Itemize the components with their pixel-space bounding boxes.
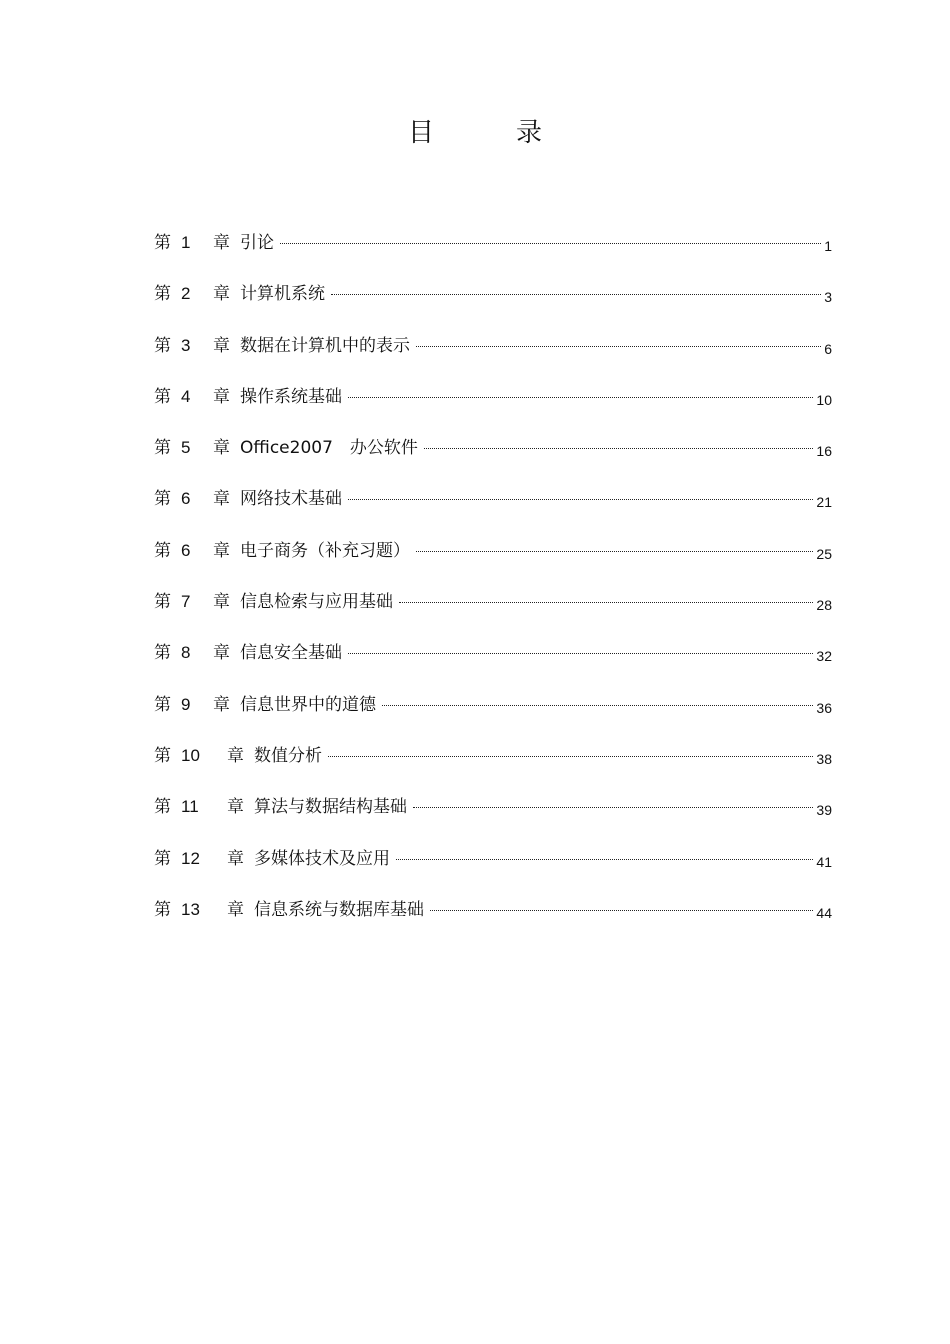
- chapter-suffix: 章: [213, 489, 230, 510]
- chapter-title: 信息检索与应用基础: [240, 592, 393, 613]
- chapter-suffix: 章: [227, 848, 244, 869]
- toc-entry[interactable]: [154, 844, 832, 895]
- dot-leader: [416, 551, 813, 552]
- chapter-number: 9: [181, 694, 191, 714]
- chapter-prefix: 第: [154, 489, 171, 510]
- chapter-number: 11: [181, 797, 199, 817]
- dot-leader: [280, 243, 821, 244]
- chapter-suffix: 章: [227, 797, 244, 818]
- toc-entry[interactable]: [154, 587, 832, 638]
- chapter-prefix: 第: [154, 386, 171, 407]
- chapter-title: 操作系统基础: [240, 386, 342, 407]
- page-number: 39: [816, 802, 832, 819]
- chapter-title: 算法与数据结构基础: [254, 797, 407, 818]
- chapter-suffix: 章: [213, 335, 230, 356]
- chapter-prefix: 第: [154, 848, 171, 869]
- chapter-prefix: 第: [154, 335, 171, 356]
- page-number: 44: [816, 904, 832, 921]
- chapter-title: 引论: [240, 233, 274, 253]
- chapter-title: 信息安全基础: [240, 643, 342, 664]
- page-number: 41: [816, 853, 832, 870]
- toc-entry[interactable]: [154, 690, 832, 741]
- chapter-number: 7: [181, 592, 191, 612]
- dot-leader: [430, 910, 813, 911]
- chapter-prefix: 第: [154, 899, 171, 920]
- chapter-number: 6: [181, 540, 191, 560]
- toc-entry[interactable]: [154, 792, 832, 843]
- toc-entry[interactable]: [154, 536, 832, 587]
- chapter-title: 信息世界中的道德: [240, 694, 376, 715]
- dot-leader: [382, 705, 813, 706]
- toc-entry[interactable]: [154, 228, 832, 279]
- toc-entry[interactable]: [154, 382, 832, 433]
- chapter-suffix: 章: [213, 284, 230, 305]
- chapter-suffix: 章: [213, 386, 230, 407]
- chapter-number: 8: [181, 643, 191, 663]
- page-number: 1: [824, 238, 832, 254]
- dot-leader: [413, 807, 813, 808]
- dot-leader: [416, 346, 821, 347]
- toc-entry[interactable]: [154, 279, 832, 330]
- page-number: 21: [816, 494, 832, 511]
- chapter-prefix: 第: [154, 438, 171, 459]
- chapter-number: 3: [181, 335, 191, 355]
- page-number: 25: [816, 545, 832, 562]
- chapter-title: 数值分析: [254, 745, 322, 766]
- page-number: 32: [816, 648, 832, 665]
- dot-leader: [396, 859, 813, 860]
- chapter-prefix: 第: [154, 694, 171, 715]
- chapter-title: 数据在计算机中的表示: [240, 335, 410, 356]
- page-number: 36: [816, 699, 832, 716]
- chapter-suffix: 章: [213, 540, 230, 561]
- chapter-title: Office2007 办公软件: [240, 438, 418, 459]
- chapter-prefix: 第: [154, 643, 171, 664]
- toc-entry[interactable]: [154, 484, 832, 535]
- dot-leader: [424, 448, 814, 449]
- chapter-prefix: 第: [154, 233, 171, 253]
- chapter-number: 10: [181, 745, 200, 765]
- page-number: 28: [816, 597, 832, 614]
- chapter-number: 1: [181, 233, 191, 252]
- chapter-suffix: 章: [213, 233, 230, 253]
- chapter-suffix: 章: [227, 745, 244, 766]
- chapter-prefix: 第: [154, 592, 171, 613]
- page-number: 16: [816, 443, 832, 460]
- chapter-suffix: 章: [213, 592, 230, 613]
- toc-entry[interactable]: [154, 741, 832, 792]
- toc-entry[interactable]: [154, 895, 832, 946]
- chapter-prefix: 第: [154, 745, 171, 766]
- chapter-prefix: 第: [154, 797, 171, 818]
- chapter-number: 13: [181, 899, 200, 919]
- dot-leader: [348, 397, 813, 398]
- chapter-prefix: 第: [154, 284, 171, 305]
- chapter-suffix: 章: [213, 438, 230, 459]
- chapter-title: 计算机系统: [240, 284, 325, 305]
- chapter-suffix: 章: [213, 643, 230, 664]
- chapter-suffix: 章: [227, 899, 244, 920]
- chapter-title: 电子商务（补充习题）: [240, 540, 410, 561]
- page-number: 38: [816, 750, 832, 767]
- chapter-title: 多媒体技术及应用: [254, 848, 390, 869]
- toc-entry[interactable]: [154, 433, 832, 484]
- toc-entry[interactable]: [154, 331, 832, 382]
- chapter-number: 4: [181, 386, 191, 406]
- toc-title: 目 录: [407, 118, 570, 148]
- chapter-number: 12: [181, 848, 200, 868]
- chapter-number: 2: [181, 284, 191, 304]
- dot-leader: [399, 602, 813, 603]
- dot-leader: [331, 294, 821, 295]
- chapter-title: 信息系统与数据库基础: [254, 899, 424, 920]
- chapter-suffix: 章: [213, 694, 230, 715]
- toc-list: [154, 228, 832, 946]
- toc-entry[interactable]: [154, 638, 832, 689]
- dot-leader: [348, 653, 813, 654]
- chapter-title: 网络技术基础: [240, 489, 342, 510]
- page-number: 3: [824, 289, 832, 306]
- chapter-number: 5: [181, 438, 191, 458]
- chapter-prefix: 第: [154, 540, 171, 561]
- chapter-number: 6: [181, 489, 191, 509]
- dot-leader: [328, 756, 813, 757]
- page-number: 6: [824, 340, 832, 357]
- page-number: 10: [816, 391, 832, 408]
- dot-leader: [348, 499, 813, 500]
